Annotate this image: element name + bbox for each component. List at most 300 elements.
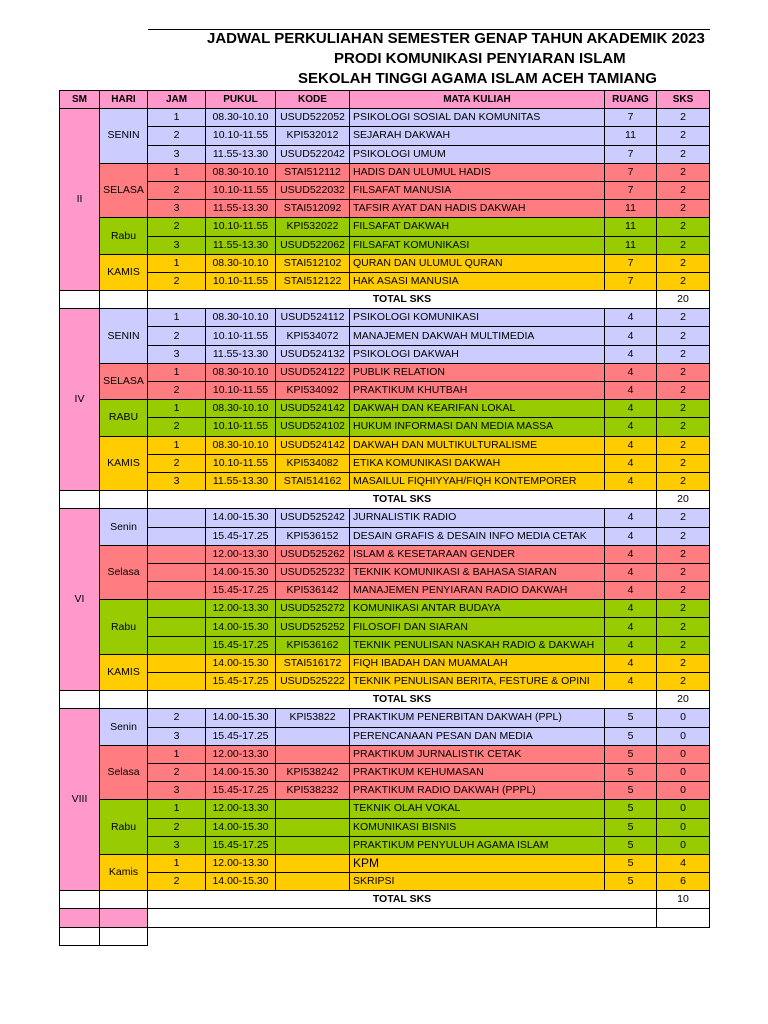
total-hari-blank	[100, 891, 148, 909]
ruang-cell: 5	[605, 873, 657, 891]
sks-cell: 2	[657, 472, 710, 490]
table-row	[60, 145, 710, 163]
jam-cell	[148, 509, 206, 527]
jam-cell: 2	[148, 272, 206, 290]
kode-cell: USUD524142	[276, 436, 350, 454]
day-cell: SENIN	[100, 309, 148, 364]
total-sm-blank	[60, 491, 100, 509]
table-row	[60, 636, 710, 654]
header-hari: HARI	[100, 91, 148, 109]
course-name-cell: TEKNIK PENULISAN NASKAH RADIO & DAKWAH	[350, 636, 605, 654]
header-ruang: RUANG	[605, 91, 657, 109]
jam-cell: 1	[148, 436, 206, 454]
total-row	[60, 891, 710, 909]
course-name-cell: HAK ASASI MANUSIA	[350, 272, 605, 290]
sks-cell: 2	[657, 309, 710, 327]
total-row	[60, 491, 710, 509]
jam-cell: 2	[148, 127, 206, 145]
sks-cell: 2	[657, 582, 710, 600]
kode-cell: USUD524102	[276, 418, 350, 436]
jam-cell	[148, 618, 206, 636]
jam-cell	[148, 545, 206, 563]
course-name-cell: DAKWAH DAN KEARIFAN LOKAL	[350, 400, 605, 418]
table-row	[60, 836, 710, 854]
day-cell: Selasa	[100, 545, 148, 600]
ruang-cell: 11	[605, 127, 657, 145]
ruang-cell: 11	[605, 218, 657, 236]
total-row	[60, 291, 710, 309]
sks-cell: 2	[657, 636, 710, 654]
total-sks-value: 20	[657, 491, 710, 509]
pukul-cell: 15.45-17.25	[206, 836, 276, 854]
ruang-cell: 4	[605, 418, 657, 436]
kode-cell: KPI532022	[276, 218, 350, 236]
semester-cell: VIII	[60, 709, 100, 891]
total-label: TOTAL SKS	[148, 491, 657, 509]
kode-cell: USUD522062	[276, 236, 350, 254]
jam-cell: 1	[148, 309, 206, 327]
kode-cell	[276, 727, 350, 745]
table-row	[60, 727, 710, 745]
total-hari-blank	[100, 291, 148, 309]
sks-cell: 2	[657, 200, 710, 218]
empty-span-cell	[148, 909, 657, 927]
table-row	[60, 673, 710, 691]
day-cell: Senin	[100, 509, 148, 545]
ruang-cell: 5	[605, 818, 657, 836]
pukul-cell: 10.10-11.55	[206, 218, 276, 236]
day-cell: KAMIS	[100, 436, 148, 491]
day-cell: Kamis	[100, 854, 148, 890]
table-row	[60, 163, 710, 181]
ruang-cell: 5	[605, 854, 657, 872]
course-name-cell: PSIKOLOGI DAKWAH	[350, 345, 605, 363]
course-name-cell: FIQH IBADAH DAN MUAMALAH	[350, 654, 605, 672]
kode-cell: KPI534092	[276, 382, 350, 400]
day-cell: Rabu	[100, 218, 148, 254]
course-name-cell: PRAKTIKUM PENYULUH AGAMA ISLAM	[350, 836, 605, 854]
sks-cell: 2	[657, 345, 710, 363]
day-cell: KAMIS	[100, 654, 148, 690]
day-cell: Senin	[100, 709, 148, 745]
total-label: TOTAL SKS	[148, 691, 657, 709]
kode-cell: USUD525242	[276, 509, 350, 527]
pukul-cell: 08.30-10.10	[206, 400, 276, 418]
header-pukul: PUKUL	[206, 91, 276, 109]
total-label: TOTAL SKS	[148, 891, 657, 909]
sks-cell: 2	[657, 218, 710, 236]
pukul-cell: 12.00-13.30	[206, 854, 276, 872]
table-row	[60, 582, 710, 600]
jam-cell: 1	[148, 800, 206, 818]
sks-cell: 2	[657, 563, 710, 581]
kode-cell: USUD524142	[276, 400, 350, 418]
jam-cell	[148, 527, 206, 545]
sks-cell: 2	[657, 509, 710, 527]
jam-cell: 2	[148, 818, 206, 836]
sks-cell: 2	[657, 236, 710, 254]
pukul-cell: 11.55-13.30	[206, 345, 276, 363]
course-name-cell: PRAKTIKUM KHUTBAH	[350, 382, 605, 400]
kode-cell: KPI53822	[276, 709, 350, 727]
sks-cell: 2	[657, 618, 710, 636]
course-name-cell: PRAKTIKUM KEHUMASAN	[350, 763, 605, 781]
sks-cell: 2	[657, 127, 710, 145]
pukul-cell: 08.30-10.10	[206, 309, 276, 327]
table-row	[60, 545, 710, 563]
pukul-cell: 12.00-13.30	[206, 545, 276, 563]
header-kode: KODE	[276, 91, 350, 109]
table-row	[60, 709, 710, 727]
sks-cell: 6	[657, 873, 710, 891]
kode-cell: USUD525222	[276, 673, 350, 691]
kode-cell: STAI512122	[276, 272, 350, 290]
jam-cell: 2	[148, 181, 206, 199]
pukul-cell: 10.10-11.55	[206, 418, 276, 436]
table-row	[60, 436, 710, 454]
course-name-cell: HADIS DAN ULUMUL HADIS	[350, 163, 605, 181]
table-row	[60, 509, 710, 527]
semester-cell: VI	[60, 509, 100, 691]
jam-cell: 3	[148, 782, 206, 800]
jam-cell: 2	[148, 418, 206, 436]
course-name-cell: SKRIPSI	[350, 873, 605, 891]
course-name-cell: JURNALISTIK RADIO	[350, 509, 605, 527]
pukul-cell: 14.00-15.30	[206, 763, 276, 781]
pukul-cell: 14.00-15.30	[206, 654, 276, 672]
course-name-cell: TAFSIR AYAT DAN HADIS DAKWAH	[350, 200, 605, 218]
header-sks: SKS	[657, 91, 710, 109]
table-row	[60, 200, 710, 218]
jam-cell: 3	[148, 727, 206, 745]
kode-cell	[276, 818, 350, 836]
institution-title: SEKOLAH TINGGI AGAMA ISLAM ACEH TAMIANG	[298, 70, 657, 87]
ruang-cell: 5	[605, 727, 657, 745]
total-sm-blank	[60, 291, 100, 309]
sks-cell: 2	[657, 545, 710, 563]
table-row	[60, 818, 710, 836]
pukul-cell: 10.10-11.55	[206, 272, 276, 290]
table-row	[60, 618, 710, 636]
jam-cell: 1	[148, 745, 206, 763]
course-name-cell: PSIKOLOGI SOSIAL DAN KOMUNITAS	[350, 109, 605, 127]
course-name-cell: MANAJEMEN DAKWAH MULTIMEDIA	[350, 327, 605, 345]
course-name-cell: QURAN DAN ULUMUL QURAN	[350, 254, 605, 272]
table-row	[60, 345, 710, 363]
total-label: TOTAL SKS	[148, 291, 657, 309]
table-row	[60, 327, 710, 345]
total-sm-blank	[60, 691, 100, 709]
course-name-cell: ETIKA KOMUNIKASI DAKWAH	[350, 454, 605, 472]
sks-cell: 2	[657, 327, 710, 345]
empty-row	[60, 927, 710, 945]
course-name-cell: FILSAFAT DAKWAH	[350, 218, 605, 236]
course-name-cell: FILOSOFI DAN SIARAN	[350, 618, 605, 636]
table-row	[60, 382, 710, 400]
pukul-cell: 10.10-11.55	[206, 454, 276, 472]
pukul-cell: 15.45-17.25	[206, 673, 276, 691]
course-name-cell: KOMUNIKASI BISNIS	[350, 818, 605, 836]
ruang-cell: 11	[605, 236, 657, 254]
ruang-cell: 7	[605, 145, 657, 163]
jam-cell: 1	[148, 400, 206, 418]
sks-cell: 2	[657, 436, 710, 454]
total-sks-value: 10	[657, 891, 710, 909]
day-cell: SELASA	[100, 363, 148, 399]
ruang-cell: 7	[605, 272, 657, 290]
kode-cell: USUD524112	[276, 309, 350, 327]
header-mata-kuliah: MATA KULIAH	[350, 91, 605, 109]
jam-cell	[148, 600, 206, 618]
course-name-cell: HUKUM INFORMASI DAN MEDIA MASSA	[350, 418, 605, 436]
kode-cell: USUD525262	[276, 545, 350, 563]
page-title: JADWAL PERKULIAHAN SEMESTER GENAP TAHUN AKADEMIK 2023	[207, 30, 705, 47]
pukul-cell: 11.55-13.30	[206, 145, 276, 163]
pukul-cell: 14.00-15.30	[206, 709, 276, 727]
sks-cell: 0	[657, 782, 710, 800]
ruang-cell: 4	[605, 327, 657, 345]
course-name-cell: MASAILUL FIQHIYYAH/FIQH KONTEMPORER	[350, 472, 605, 490]
ruang-cell: 5	[605, 709, 657, 727]
jam-cell: 3	[148, 472, 206, 490]
empty-sks-cell	[657, 909, 710, 927]
table-row	[60, 363, 710, 381]
kode-cell: KPI536152	[276, 527, 350, 545]
sks-cell: 0	[657, 818, 710, 836]
table-row	[60, 254, 710, 272]
sks-cell: 0	[657, 800, 710, 818]
header-jam: JAM	[148, 91, 206, 109]
ruang-cell: 4	[605, 472, 657, 490]
pukul-cell: 08.30-10.10	[206, 109, 276, 127]
ruang-cell: 4	[605, 618, 657, 636]
kode-cell: STAI512112	[276, 163, 350, 181]
kode-cell: USUD525252	[276, 618, 350, 636]
table-row	[60, 763, 710, 781]
course-name-cell: PRAKTIKUM RADIO DAKWAH (PPPL)	[350, 782, 605, 800]
pukul-cell: 14.00-15.30	[206, 618, 276, 636]
kode-cell	[276, 836, 350, 854]
jam-cell: 1	[148, 854, 206, 872]
day-cell: RABU	[100, 400, 148, 436]
sks-cell: 2	[657, 400, 710, 418]
pukul-cell: 11.55-13.30	[206, 236, 276, 254]
kode-cell: USUD524122	[276, 363, 350, 381]
ruang-cell: 5	[605, 800, 657, 818]
course-name-cell: SEJARAH DAKWAH	[350, 127, 605, 145]
pukul-cell: 15.45-17.25	[206, 582, 276, 600]
course-name-cell: PRAKTIKUM PENERBITAN DAKWAH (PPL)	[350, 709, 605, 727]
header-sm: SM	[60, 91, 100, 109]
table-row	[60, 418, 710, 436]
table-row	[60, 527, 710, 545]
ruang-cell: 7	[605, 181, 657, 199]
kode-cell	[276, 854, 350, 872]
course-name-cell: KOMUNIKASI ANTAR BUDAYA	[350, 600, 605, 618]
course-name-cell: KPM	[350, 854, 605, 872]
ruang-cell: 4	[605, 345, 657, 363]
jam-cell: 2	[148, 327, 206, 345]
ruang-cell: 4	[605, 436, 657, 454]
kode-cell: USUD525232	[276, 563, 350, 581]
table-row	[60, 272, 710, 290]
table-row	[60, 800, 710, 818]
ruang-cell: 5	[605, 763, 657, 781]
kode-cell: KPI536162	[276, 636, 350, 654]
pukul-cell: 11.55-13.30	[206, 200, 276, 218]
jam-cell: 2	[148, 873, 206, 891]
total-row	[60, 691, 710, 709]
jam-cell: 2	[148, 454, 206, 472]
table-row	[60, 454, 710, 472]
pukul-cell: 10.10-11.55	[206, 382, 276, 400]
course-name-cell: DAKWAH DAN MULTIKULTURALISME	[350, 436, 605, 454]
course-name-cell: PRAKTIKUM JURNALISTIK CETAK	[350, 745, 605, 763]
sks-cell: 0	[657, 727, 710, 745]
sks-cell: 2	[657, 109, 710, 127]
kode-cell	[276, 800, 350, 818]
table-row	[60, 854, 710, 872]
ruang-cell: 7	[605, 254, 657, 272]
sks-cell: 2	[657, 600, 710, 618]
course-name-cell: MANAJEMEN PENYIARAN RADIO DAKWAH	[350, 582, 605, 600]
ruang-cell: 5	[605, 782, 657, 800]
schedule-body	[60, 109, 710, 946]
day-cell: KAMIS	[100, 254, 148, 290]
sks-cell: 2	[657, 145, 710, 163]
ruang-cell: 4	[605, 509, 657, 527]
kode-cell: USUD524132	[276, 345, 350, 363]
jam-cell: 1	[148, 363, 206, 381]
table-row	[60, 654, 710, 672]
sks-cell: 2	[657, 654, 710, 672]
ruang-cell: 4	[605, 363, 657, 381]
pukul-cell: 15.45-17.25	[206, 782, 276, 800]
ruang-cell: 4	[605, 454, 657, 472]
ruang-cell: 4	[605, 636, 657, 654]
course-name-cell: DESAIN GRAFIS & DESAIN INFO MEDIA CETAK	[350, 527, 605, 545]
pukul-cell: 10.10-11.55	[206, 327, 276, 345]
total-sm-blank	[60, 891, 100, 909]
course-name-cell: PUBLIK RELATION	[350, 363, 605, 381]
empty-hari-cell	[100, 927, 148, 945]
sks-cell: 2	[657, 254, 710, 272]
jam-cell	[148, 582, 206, 600]
kode-cell: KPI536142	[276, 582, 350, 600]
jam-cell	[148, 636, 206, 654]
pukul-cell: 14.00-15.30	[206, 563, 276, 581]
kode-cell: STAI514162	[276, 472, 350, 490]
ruang-cell: 5	[605, 745, 657, 763]
jam-cell: 3	[148, 145, 206, 163]
sks-cell: 0	[657, 836, 710, 854]
jam-cell: 2	[148, 218, 206, 236]
ruang-cell: 4	[605, 582, 657, 600]
pukul-cell: 08.30-10.10	[206, 363, 276, 381]
total-hari-blank	[100, 491, 148, 509]
course-name-cell: PSIKOLOGI UMUM	[350, 145, 605, 163]
kode-cell: KPI532012	[276, 127, 350, 145]
day-cell: SENIN	[100, 109, 148, 164]
pukul-cell: 14.00-15.30	[206, 873, 276, 891]
pukul-cell: 14.00-15.30	[206, 509, 276, 527]
pukul-cell: 08.30-10.10	[206, 436, 276, 454]
sks-cell: 2	[657, 454, 710, 472]
pukul-cell: 10.10-11.55	[206, 181, 276, 199]
table-row	[60, 181, 710, 199]
ruang-cell: 7	[605, 109, 657, 127]
program-title: PRODI KOMUNIKASI PENYIARAN ISLAM	[334, 50, 626, 67]
kode-cell: USUD522032	[276, 181, 350, 199]
sks-cell: 2	[657, 527, 710, 545]
kode-cell: KPI538232	[276, 782, 350, 800]
kode-cell: USUD522052	[276, 109, 350, 127]
sks-cell: 0	[657, 709, 710, 727]
schedule-table	[59, 90, 710, 946]
jam-cell: 2	[148, 763, 206, 781]
pukul-cell: 12.00-13.30	[206, 600, 276, 618]
ruang-cell: 4	[605, 545, 657, 563]
sks-cell: 0	[657, 745, 710, 763]
jam-cell: 2	[148, 382, 206, 400]
ruang-cell: 4	[605, 563, 657, 581]
ruang-cell: 4	[605, 400, 657, 418]
table-row	[60, 109, 710, 127]
empty-row	[60, 909, 710, 927]
table-row	[60, 600, 710, 618]
course-name-cell: TEKNIK PENULISAN BERITA, FESTURE & OPINI	[350, 673, 605, 691]
course-name-cell: ISLAM & KESETARAAN GENDER	[350, 545, 605, 563]
pukul-cell: 15.45-17.25	[206, 727, 276, 745]
kode-cell: USUD525272	[276, 600, 350, 618]
jam-cell: 2	[148, 709, 206, 727]
total-sks-value: 20	[657, 691, 710, 709]
ruang-cell: 11	[605, 200, 657, 218]
course-name-cell: FILSAFAT KOMUNIKASI	[350, 236, 605, 254]
ruang-cell: 5	[605, 836, 657, 854]
kode-cell: KPI534082	[276, 454, 350, 472]
pukul-cell: 12.00-13.30	[206, 800, 276, 818]
kode-cell: USUD522042	[276, 145, 350, 163]
table-row	[60, 782, 710, 800]
jam-cell: 1	[148, 254, 206, 272]
course-name-cell: TEKNIK OLAH VOKAL	[350, 800, 605, 818]
kode-cell: STAI512092	[276, 200, 350, 218]
ruang-cell: 4	[605, 309, 657, 327]
sks-cell: 2	[657, 181, 710, 199]
total-sks-value: 20	[657, 291, 710, 309]
ruang-cell: 4	[605, 600, 657, 618]
kode-cell	[276, 745, 350, 763]
table-row	[60, 472, 710, 490]
ruang-cell: 4	[605, 527, 657, 545]
pukul-cell: 08.30-10.10	[206, 163, 276, 181]
pukul-cell: 11.55-13.30	[206, 472, 276, 490]
ruang-cell: 4	[605, 654, 657, 672]
kode-cell: KPI534072	[276, 327, 350, 345]
ruang-cell: 4	[605, 382, 657, 400]
jam-cell: 1	[148, 109, 206, 127]
ruang-cell: 4	[605, 673, 657, 691]
sks-cell: 0	[657, 763, 710, 781]
total-hari-blank	[100, 691, 148, 709]
sks-cell: 2	[657, 382, 710, 400]
pukul-cell: 15.45-17.25	[206, 527, 276, 545]
ruang-cell: 7	[605, 163, 657, 181]
day-cell: Selasa	[100, 745, 148, 800]
table-row	[60, 218, 710, 236]
course-name-cell: PSIKOLOGI KOMUNIKASI	[350, 309, 605, 327]
